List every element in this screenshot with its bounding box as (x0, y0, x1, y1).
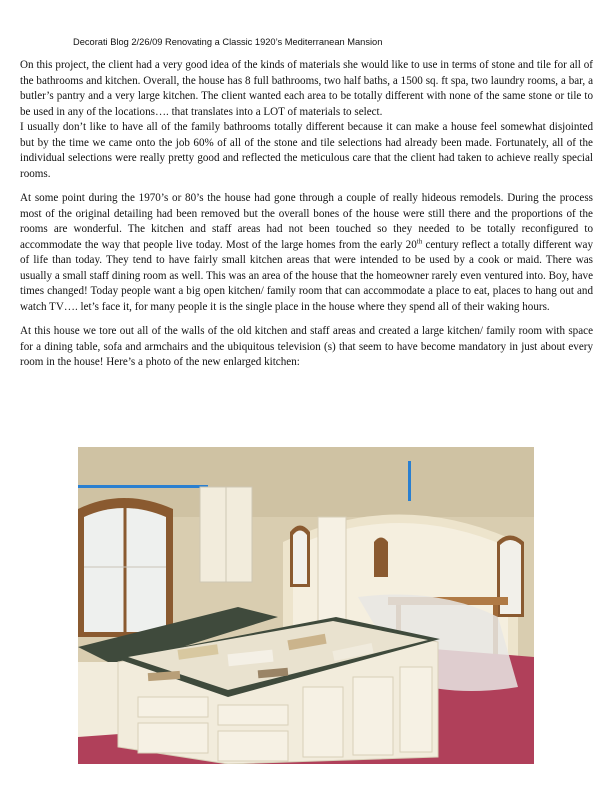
kitchen-photo-illustration (78, 447, 534, 764)
superscript-th: th (416, 236, 423, 245)
paragraph-kitchen: At this house we tore out all of the walls of the old kitchen and staff areas and created a large kitchen/ family room with space for a dining table, sofa and armchairs and the ubiquitous television (s) that seem to have become mandatory in just about every room in the house! Here’s a photo of the new enlarged kitchen: (20, 325, 593, 368)
paragraph-remodels-start: At some point during the 1970’s or 80’s the house had gone through a couple of really hideous remodels. During the process most of the original detailing had been removed but the overall bones of the house were still there and the proportions of the rooms are wonderful. The kitchen and staff areas had not been touched so they needed to be totally reconfigured to accommodate the way that people live today. Most of the large homes from the early 20 (20, 192, 593, 251)
paragraph-remodels (20, 191, 593, 315)
paragraph-remodels-end: century reflect a totally different way of life than today. They tend to have fairly small kitchen areas that were intended to be used by a cook or maid. There was usually a small staff dining room as well. This was an area of the house that the homeowner rarely even ventured into. Boy, have times changed! Today people want a big open kitchen/ family room that can accommodate a place to eat, places to hang out and watch TV…. let’s face it, for many people it is the single place in the house where they spend all of their waking hours. (20, 238, 593, 313)
kitchen-photo (78, 447, 534, 764)
blue-tape-left (78, 485, 208, 488)
page-header: Decorati Blog 2/26/09 Renovating a Classic 1920’s Mediterranean Mansion (73, 37, 383, 47)
blue-tape-right (408, 461, 411, 501)
paragraph-materials: On this project, the client had a very good idea of the kinds of materials she would like to use in terms of stone and tile for all of the bathrooms and kitchen. Overall, the house has 8 full bathrooms, two half baths, a 1500 sq. ft spa, two laundry rooms, a bar, a butler’s pantry and a very large kitchen. The client wanted each area to be totally different with none of the same stone or tile to be used in any of the locations…. that translates into a LOT of materials to select. (20, 59, 593, 118)
paragraph-bathrooms: I usually don’t like to have all of the family bathrooms totally different because it can make a house feel somewhat disjointed but by the time we came onto the job 60% of all of the stone and tile selections had already been made. Fortunately, all of the individual selections were really pretty good and reflected the meticulous care that the client had taken to achieve really special rooms. (20, 121, 593, 180)
article-body (20, 58, 593, 371)
